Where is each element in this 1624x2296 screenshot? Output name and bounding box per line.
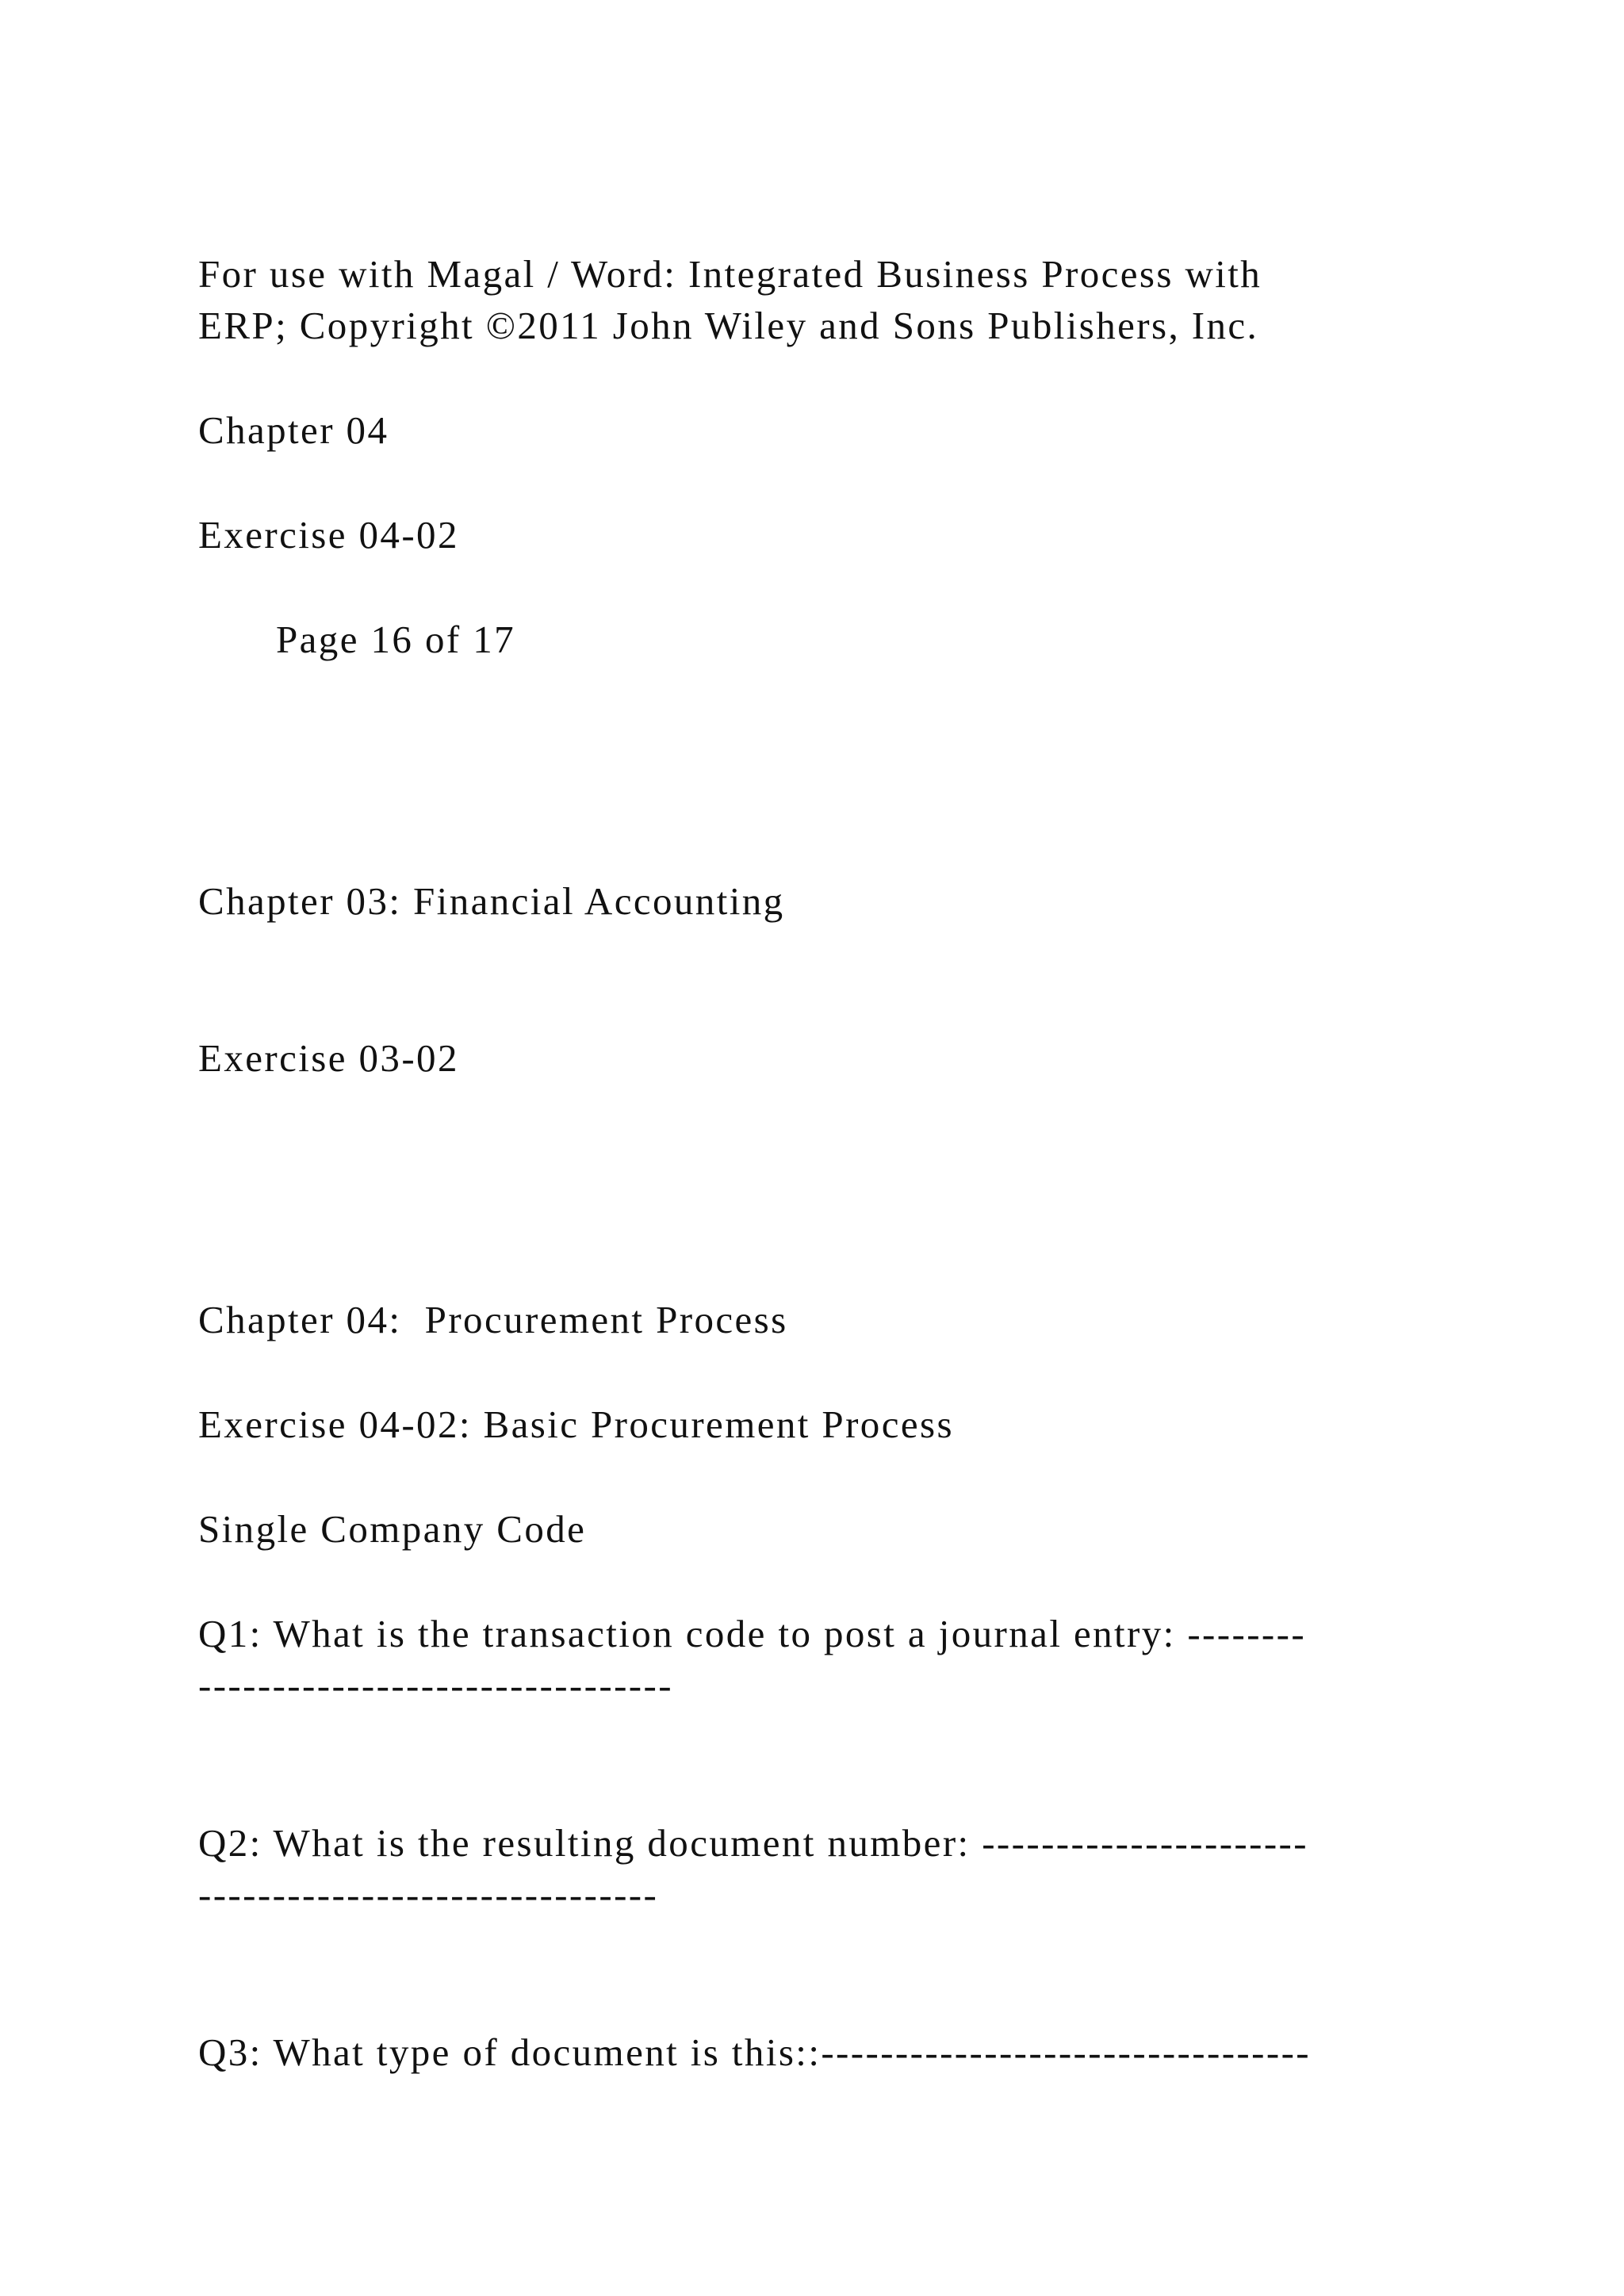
question-2-line-2: ------------------------------- xyxy=(198,1873,659,1916)
exercise-03-title: Exercise 03-02 xyxy=(198,1036,459,1080)
question-1-line-1: Q1: What is the transaction code to post a journal entry: -------- xyxy=(198,1612,1307,1655)
header-exercise: Exercise 04-02 xyxy=(198,513,459,557)
chapter-04-title: Chapter 04: Procurement Process xyxy=(198,1298,788,1341)
header-text-line-1: For use with Magal / Word: Integrated Business Process with xyxy=(198,252,1262,296)
header-chapter: Chapter 04 xyxy=(198,408,389,452)
exercise-04-title: Exercise 04-02: Basic Procurement Process xyxy=(198,1402,954,1446)
question-1-line-2: -------------------------------- xyxy=(198,1663,673,1707)
question-2-line-1: Q2: What is the resulting document number: ---------------------- xyxy=(198,1821,1308,1865)
question-3-line-1: Q3: What type of document is this::--------------------------------- xyxy=(198,2030,1312,2074)
header-text-line-2: ERP; Copyright ©2011 John Wiley and Sons Publishers, Inc. xyxy=(198,304,1259,347)
company-code-label: Single Company Code xyxy=(198,1507,587,1551)
page-number: Page 16 of 17 xyxy=(276,618,516,661)
chapter-03-title: Chapter 03: Financial Accounting xyxy=(198,879,785,923)
